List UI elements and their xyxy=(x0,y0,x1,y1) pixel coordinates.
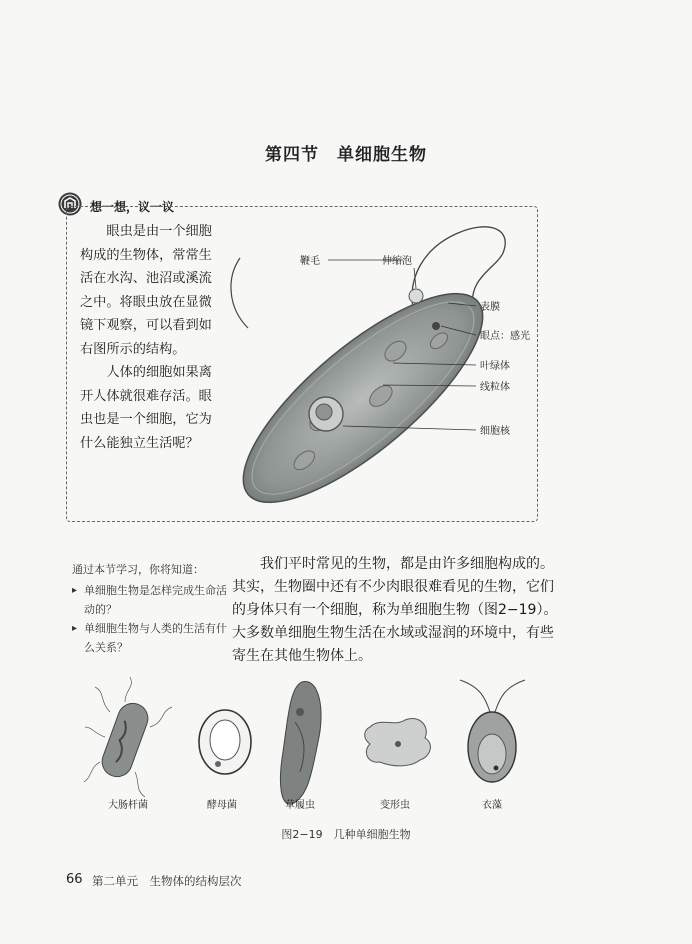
contractile-vacuole-shape xyxy=(409,289,423,303)
euglena-diagram xyxy=(218,208,548,520)
paramecium-illustration xyxy=(280,682,321,805)
yeast-illustration xyxy=(199,710,251,774)
think-discuss-label: 想一想，议一议 xyxy=(90,200,175,214)
think-discuss-text xyxy=(80,220,220,455)
euglena-cell-body xyxy=(218,262,511,520)
section-title: 第四节 单细胞生物 xyxy=(265,145,427,165)
flagellum-curve xyxy=(231,258,248,328)
caption-paramecium: 草履虫 xyxy=(285,800,315,811)
amoeba-illustration xyxy=(365,718,431,765)
label-flagellum: 鞭毛 xyxy=(300,256,320,267)
figure-caption: 图2−19 几种单细胞生物 xyxy=(281,828,411,841)
label-paramylon: 线粒体 xyxy=(480,382,510,393)
main-paragraph: 我们平时常见的生物，都是由许多细胞构成的。其实，生物圈中还有不少肉眼很难看见的生物，它们的身体只有一个细胞，称为单细胞生物（图2−19）。大多数单细胞生物生活在水域或湿润的环境中，有些寄生在其他生物体上。 xyxy=(232,556,558,664)
caption-e-coli: 大肠杆菌 xyxy=(108,800,148,811)
label-chloroplast: 叶绿体 xyxy=(480,361,510,372)
caption-yeast: 酵母菌 xyxy=(207,800,237,811)
caption-chlamydomonas: 衣藻 xyxy=(482,800,502,811)
caption-amoeba: 变形虫 xyxy=(380,800,410,811)
page-number: 66 xyxy=(66,872,83,887)
eyespot-shape xyxy=(432,322,440,330)
e-coli-illustration xyxy=(84,677,172,797)
label-membrane: 表膜 xyxy=(480,302,500,313)
label-contractile-vacuole: 伸缩泡 xyxy=(382,256,412,267)
think-paragraph-1: 眼虫是由一个细胞构成的生物体，常常生活在水沟、池沼或溪流之中。将眼虫放在显微镜下观察，可以看到如右图所示的结构。 xyxy=(80,224,212,357)
main-body-text xyxy=(232,553,558,668)
running-head: 第二单元 生物体的结构层次 xyxy=(92,874,242,888)
chlamydomonas-illustration xyxy=(460,680,525,782)
objective-item: ▸ 单细胞生物是怎样完成生命活动的？ xyxy=(72,581,232,619)
single-cell-organisms-figure xyxy=(80,672,610,822)
learning-objectives xyxy=(72,560,232,657)
objectives-heading: 通过本节学习，你将知道： xyxy=(72,563,204,576)
objective-item: ▸ 单细胞生物与人类的生活有什么关系？ xyxy=(72,619,232,657)
label-eyespot: 眼点：感光 xyxy=(480,331,530,342)
think-paragraph-2: 人体的细胞如果离开人体就很难存活。眼虫也是一个细胞，它为什么能独立生活呢？ xyxy=(80,365,212,451)
label-nucleus: 细胞核 xyxy=(480,426,510,437)
